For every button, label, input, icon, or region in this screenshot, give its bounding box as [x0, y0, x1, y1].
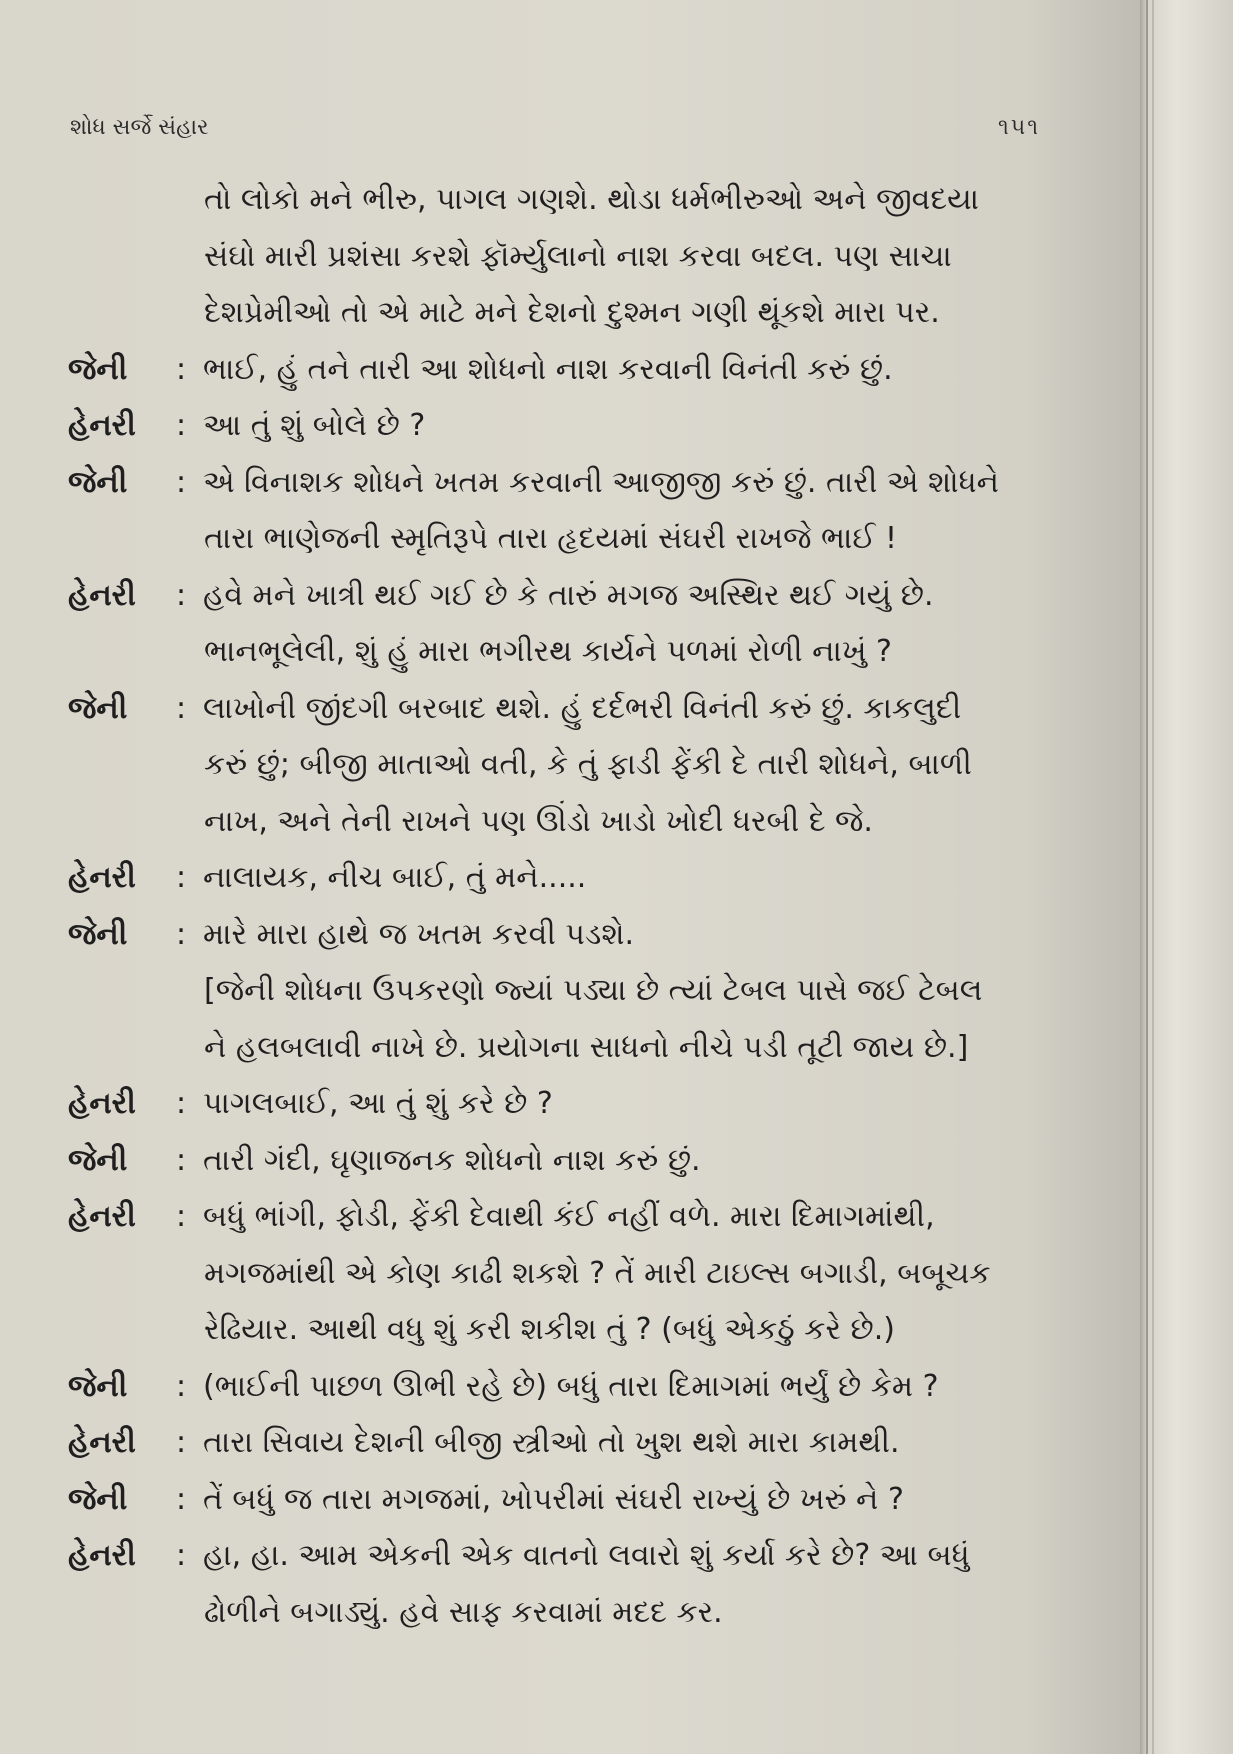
dialogue-line [68, 511, 1058, 568]
line-text: [જેની શોધના ઉપકરણો જ્યાં પડ્યા છે ત્યાં ટેબલ પાસે જઈ ટેબલ [204, 973, 983, 1008]
speaker-colon: : [176, 690, 187, 726]
line-text: ભાનભૂલેલી, શું હું મારા ભગીરથ કાર્યને પળમાં રોળી નાખું ? [204, 634, 892, 669]
speaker-colon: : [176, 860, 187, 895]
dialogue-line [68, 1415, 1058, 1472]
speaker-name: હેનરી [68, 1538, 136, 1573]
line-text: હવે મને ખાત્રી થઈ ગઈ છે કે તારું મગજ અસ્થિર થઈ ગયું છે. [203, 577, 934, 613]
dialogue-line [68, 398, 1058, 455]
line-text: ઢોળીને બગાડ્યું. હવે સાફ કરવામાં મદદ કર. [204, 1594, 723, 1630]
speaker-name: હેનરી [68, 1199, 136, 1234]
dialogue-line [68, 1246, 1058, 1303]
dialogue-line [68, 1189, 1058, 1246]
line-text: તારા સિવાય દેશની બીજી સ્ત્રીઓ તો ખુશ થશે મારા કામથી. [203, 1425, 900, 1460]
speaker-name: જેની [68, 1368, 128, 1404]
dialogue-line [68, 568, 1058, 625]
line-text: નાલાયક, નીચ બાઈ, તું મને..... [203, 860, 587, 895]
line-text: દેશપ્રેમીઓ તો એ માટે મને દેશનો દુશ્મન ગણી થૂંકશે મારા પર. [204, 295, 940, 330]
speaker-name: હેનરી [68, 408, 136, 443]
line-text: નાખ, અને તેની રાખને પણ ઊંડો ખાડો ખોદી ધરબી દે જે. [204, 803, 873, 839]
line-text: આ તું શું બોલે છે ? [203, 408, 426, 443]
line-text: રેઢિયાર. આથી વધુ શું કરી શકીશ તું ? (બધું એકઠું કરે છે.) [204, 1312, 895, 1347]
speaker-colon: : [176, 351, 187, 387]
speaker-colon: : [176, 1086, 187, 1121]
dialogue-body [68, 172, 1058, 1641]
dialogue-line [68, 681, 1058, 738]
page-edge-line [1152, 0, 1154, 1754]
page-number: ૧૫૧ [997, 115, 1040, 140]
dialogue-line [68, 1302, 1058, 1359]
line-text: ભાઈ, હું તને તારી આ શોધનો નાશ કરવાની વિનંતી કરું છું. [203, 351, 893, 387]
speaker-name: જેની [68, 1142, 128, 1178]
dialogue-line [68, 342, 1058, 399]
line-text: પાગલબાઈ, આ તું શું કરે છે ? [203, 1086, 553, 1121]
dialogue-line [68, 907, 1058, 964]
line-text: મગજમાંથી એ કોણ કાઢી શકશે ? તેં મારી ટાઇલ્સ બગાડી, બબૂચક [204, 1255, 991, 1291]
speaker-name: જેની [68, 916, 128, 952]
dialogue-line [68, 285, 1058, 342]
line-text: ને હલબલાવી નાખે છે. પ્રયોગના સાધનો નીચે પડી તૂટી જાય છે.] [204, 1029, 969, 1065]
speaker-colon: : [176, 1142, 187, 1178]
speaker-colon: : [176, 577, 187, 613]
line-text: એ વિનાશક શોધને ખતમ કરવાની આજીજી કરું છું. તારી એ શોધને [203, 464, 1000, 500]
speaker-name: હેનરી [68, 860, 136, 895]
dialogue-line [68, 1133, 1058, 1190]
dialogue-line [68, 624, 1058, 681]
speaker-colon: : [176, 1481, 187, 1517]
page-edge-line [1146, 0, 1148, 1754]
dialogue-line [68, 1585, 1058, 1642]
speaker-name: હેનરી [68, 1086, 136, 1121]
line-text: તારી ગંદી, ઘૃણાજનક શોધનો નાશ કરું છું. [203, 1142, 701, 1178]
line-text: તો લોકો મને ભીરુ, પાગલ ગણશે. થોડા ધર્મભીરુઓ અને જીવદયા [204, 182, 980, 217]
dialogue-line [68, 794, 1058, 851]
dialogue-line [68, 1528, 1058, 1585]
dialogue-line [68, 850, 1058, 907]
line-text: બધું ભાંગી, ફોડી, ફેંકી દેવાથી કંઈ નહીં વળે. મારા દિમાગમાંથી, [203, 1199, 935, 1234]
dialogue-line [68, 1472, 1058, 1529]
dialogue-line [68, 455, 1058, 512]
speaker-name: હેનરી [68, 577, 136, 613]
page-edge [1140, 0, 1233, 1754]
dialogue-line [68, 1359, 1058, 1416]
line-text: (ભાઈની પાછળ ઊભી રહે છે) બધું તારા દિમાગમાં ભર્યું છે કેમ ? [203, 1368, 939, 1404]
speaker-colon: : [176, 1368, 187, 1404]
speaker-colon: : [176, 1538, 187, 1573]
speaker-colon: : [176, 916, 187, 952]
running-title: શોધ સર્જે સંહાર [70, 115, 209, 140]
speaker-name: જેની [68, 1481, 128, 1517]
speaker-colon: : [176, 408, 187, 443]
dialogue-line [68, 229, 1058, 286]
dialogue-line [68, 1076, 1058, 1133]
speaker-colon: : [176, 1425, 187, 1460]
line-text: તેં બધું જ તારા મગજમાં, ખોપરીમાં સંઘરી રાખ્યું છે ખરું ને ? [203, 1481, 904, 1517]
line-text: તારા ભાણેજની સ્મૃતિરૂપે તારા હૃદયમાં સંઘરી રાખજે ભાઈ ! [204, 521, 898, 556]
line-text: હા, હા. આમ એકની એક વાતનો લવારો શું કર્યા કરે છે? આ બધું [203, 1538, 970, 1573]
dialogue-line [68, 1020, 1058, 1077]
line-text: મારે મારા હાથે જ ખતમ કરવી પડશે. [203, 916, 635, 952]
dialogue-line [68, 963, 1058, 1020]
dialogue-line [68, 737, 1058, 794]
speaker-name: જેની [68, 464, 128, 500]
speaker-colon: : [176, 464, 187, 500]
speaker-name: હેનરી [68, 1425, 136, 1460]
line-text: લાખોની જીંદગી બરબાદ થશે. હું દર્દભરી વિનંતી કરું છું. કાકલુદી [203, 690, 962, 726]
speaker-name: જેની [68, 690, 128, 726]
speaker-name: જેની [68, 351, 128, 387]
line-text: કરું છું; બીજી માતાઓ વતી, કે તું ફાડી ફેંકી દે તારી શોધને, બાળી [204, 747, 972, 782]
speaker-colon: : [176, 1199, 187, 1234]
dialogue-line [68, 172, 1058, 229]
line-text: સંઘો મારી પ્રશંસા કરશે ફૉર્મ્યુલાનો નાશ કરવા બદલ. પણ સાચા [204, 238, 952, 274]
